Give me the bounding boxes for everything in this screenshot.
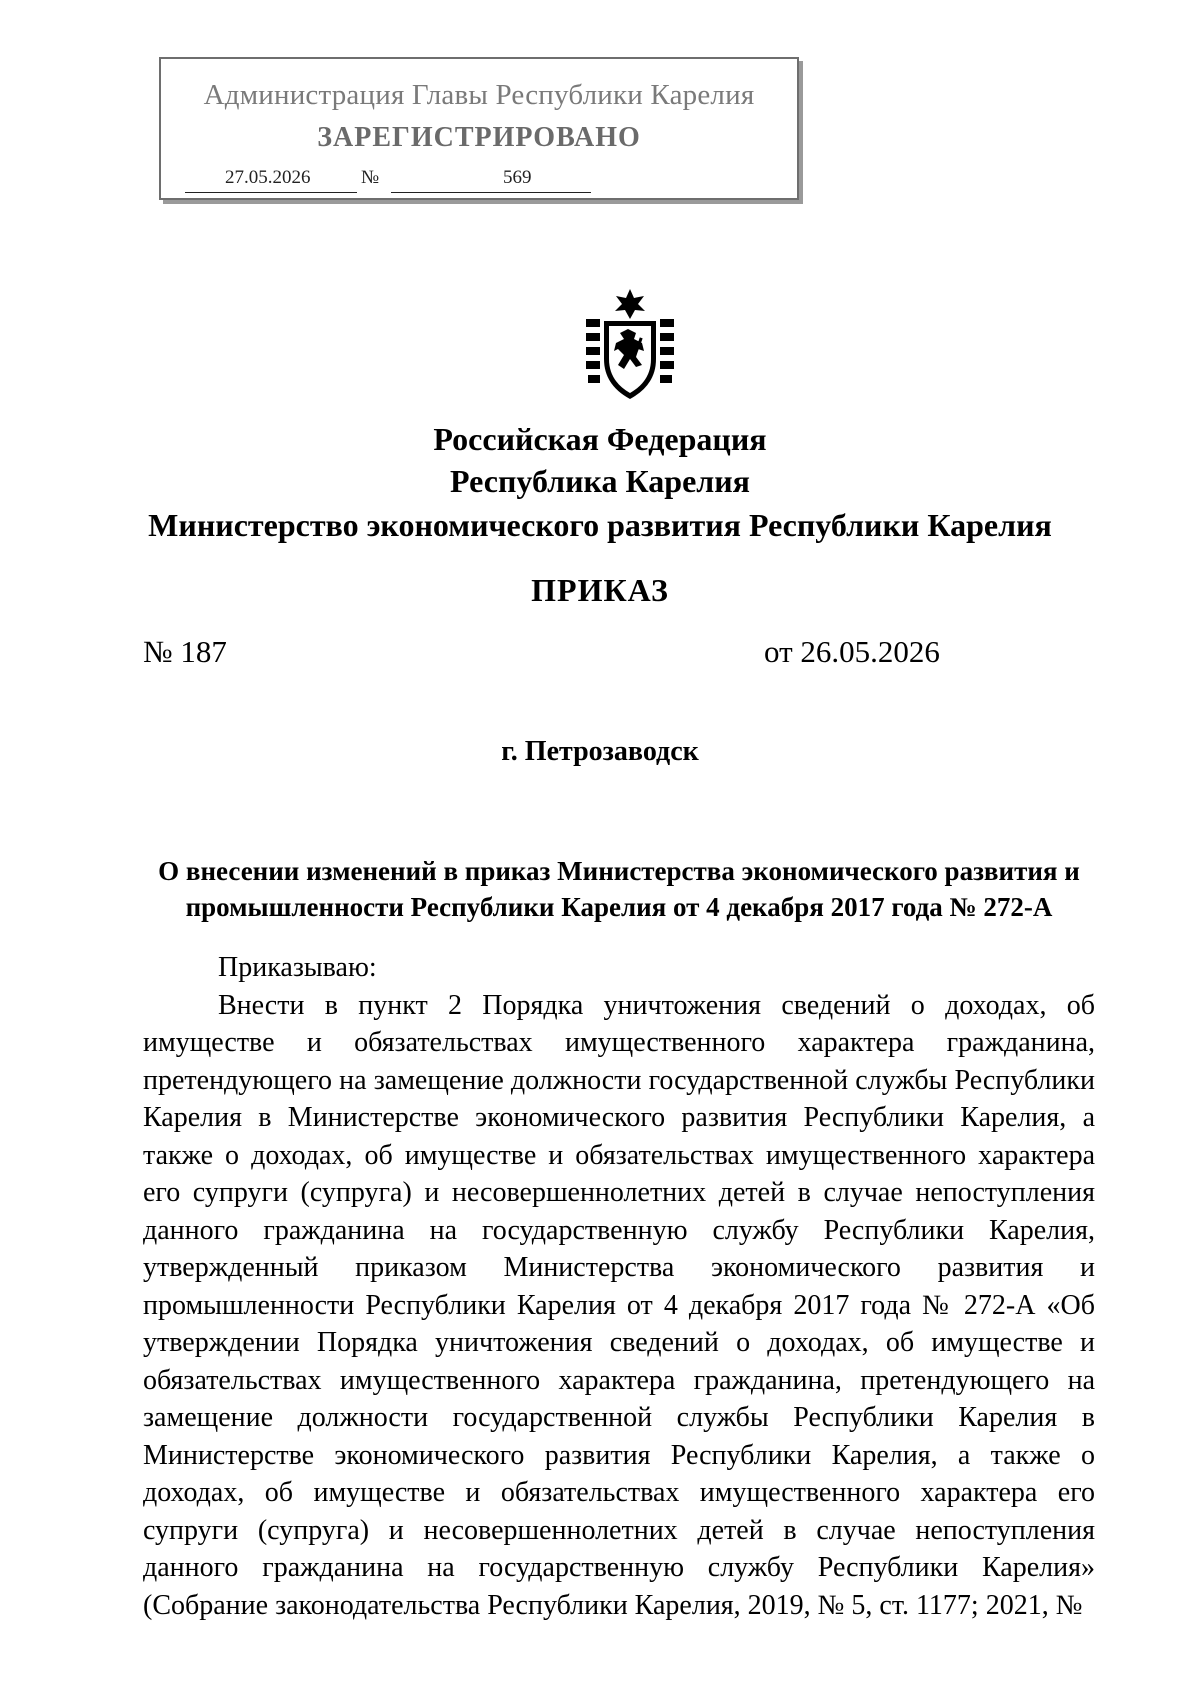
stamp-number-label: №	[361, 167, 380, 188]
order-number: № 187	[143, 634, 227, 669]
stamp-administration-title: Администрация Главы Республики Карелия	[203, 79, 755, 111]
stamp-registration-line	[185, 167, 769, 197]
order-date: от 26.05.2026	[764, 634, 940, 669]
header-country: Российская Федерация	[433, 421, 767, 457]
order-title: ПРИКАЗ	[531, 572, 669, 608]
stamp-date: 27.05.2026	[225, 167, 311, 188]
order-paragraph: Внести в пункт 2 Порядка уничтожения сведений о доходах, об имуществе и обязательствах имущественного характера гражданина, претендующего на замещение должности государственной службы Республики Карелия в Министерстве экономического развития Республики Карелия, а также о доходах, об имуществе и обязательствах имущественного характера его супруги (супруга) и несовершеннолетних детей в случае непоступления данного гражданина на государственную службу Республики Карелия, утвержденный приказом Министерства экономического развития и промышленности Республики Карелия от 4 декабря 2017 года № 272-А «Об утверждении Порядка уничтожения сведений о доходах, об имуществе и обязательствах имущественного характера гражданина, претендующего на замещение должности государственной службы Республики Карелия в Министерстве экономического развития Республики Карелия, а также о доходах, об имуществе и обязательствах имущественного характера его супруги (супруга) и несовершеннолетних детей в случае непоступления данного гражданина на государственную службу Республики Карелия» (Собрание законодательства Республики Карелия, 2019, № 5, ст. 1177; 2021, №	[143, 989, 1095, 1621]
header-ministry: Министерство экономического развития Республики Карелия	[148, 507, 1052, 543]
order-subject: О внесении изменений в приказ Министерства экономического развития и промышленности Республики Карелия от 4 декабря 2017 года № 272-А	[158, 856, 1080, 922]
header-republic: Республика Карелия	[450, 463, 750, 499]
stamp-number: 569	[503, 167, 532, 188]
stamp-date-underline	[185, 192, 357, 193]
order-body	[143, 949, 1095, 1624]
order-city: г. Петрозаводск	[501, 736, 699, 767]
order-intro: Приказываю:	[218, 952, 377, 983]
stamp-number-underline	[391, 192, 591, 193]
stamp-status: ЗАРЕГИСТРИРОВАНО	[317, 122, 641, 153]
registration-stamp	[159, 57, 799, 200]
karelia-coat-of-arms-icon	[584, 289, 676, 401]
